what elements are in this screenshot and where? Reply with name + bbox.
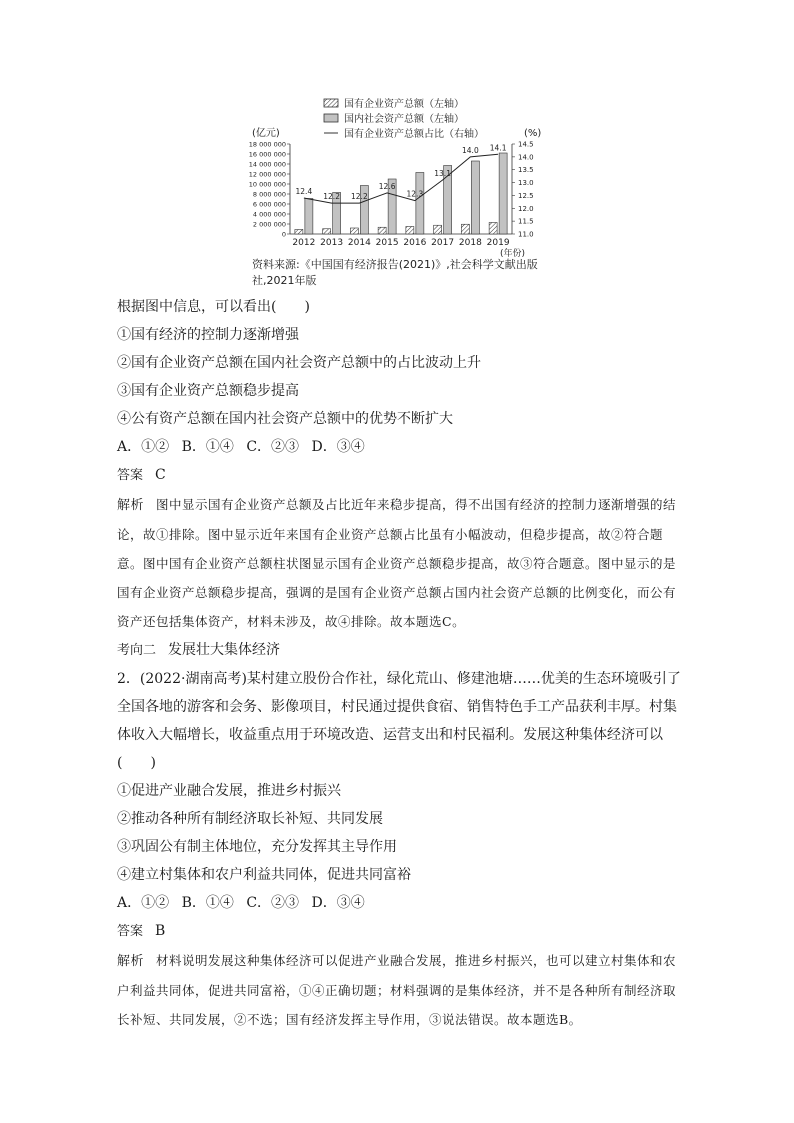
q2-analysis-label: 解析: [117, 954, 145, 969]
x-tick-label: 2012: [292, 238, 316, 248]
bar-state-assets: [323, 229, 331, 234]
left-tick-label: 14 000 000: [248, 160, 286, 169]
q1-option-d: D．③④: [311, 439, 365, 455]
q2-item-1: ①促进产业融合发展，推进乡村振兴: [117, 783, 341, 799]
q1-options: [117, 433, 683, 461]
q2-answer-label: 答案: [117, 924, 144, 939]
bar-state-assets: [295, 230, 303, 235]
q2-option-b: B．①④: [181, 895, 234, 911]
legend-swatch-hatched: [324, 99, 338, 107]
bar-state-assets: [406, 227, 414, 235]
right-tick-label: 13.0: [518, 179, 534, 188]
x-tick-label: 2019: [486, 238, 510, 248]
q2-item-4: ④建立村集体和农户利益共同体，促进共同富裕: [117, 867, 411, 883]
q1-stem: 根据图中信息，可以看出( ): [117, 299, 310, 315]
left-tick-label: 12 000 000: [248, 170, 286, 179]
x-tick-label: 2014: [347, 238, 371, 248]
bar-social-assets: [471, 161, 479, 234]
bar-social-assets: [499, 153, 507, 234]
left-tick-label: 10 000 000: [248, 180, 286, 189]
q2-option-d: D．③④: [311, 895, 365, 911]
q2-answer-value: B: [155, 923, 166, 939]
x-tick-label: 2016: [403, 238, 427, 248]
x-axis-unit: (年份): [500, 249, 526, 259]
q2-option-c: C．②③: [246, 895, 300, 911]
q2-analysis: [117, 946, 683, 1034]
q1-answer-label: 答案: [117, 468, 144, 483]
q1-item-3: ③国有企业资产总额稳步提高: [117, 383, 299, 399]
left-tick-label: 0: [281, 230, 286, 239]
q1-answer-value: C: [155, 467, 166, 483]
q1-item-4: ④公有资产总额在国内社会资产总额中的优势不断扩大: [117, 411, 453, 427]
q1-option-a: A．①②: [117, 439, 170, 455]
bar-social-assets: [305, 199, 313, 235]
q1-option-b: B．①④: [181, 439, 234, 455]
content: [117, 293, 683, 1034]
section-num: 考向二: [117, 643, 157, 658]
right-tick-label: 13.5: [518, 166, 534, 175]
q1-analysis-text: 图中显示国有企业资产总额及占比近年来稳步提高，得不出国有经济的控制力逐渐增强的结论，故①排除。图中显示近年来国有企业资产总额占比虽有小幅波动，但稳步提高，故②符合题意。图中国有企业资产总额柱状图显示国有企业资产总额稳步提高，故③符合题意。图中显示的是国有企业资产总额稳步提高，强调的是国有企业资产总额占国内社会资产总额的比例变化，而公有资产还包括集体资产，材料未涉及，故④排除。故本题选C。: [117, 497, 677, 629]
share-data-label: 14.1: [489, 143, 507, 153]
x-tick-label: 2018: [458, 238, 482, 248]
bar-state-assets: [350, 228, 358, 234]
left-tick-label: 4 000 000: [252, 210, 286, 219]
bar-social-assets: [416, 173, 424, 235]
right-tick-label: 12.5: [518, 191, 534, 200]
left-tick-label: 8 000 000: [252, 190, 286, 199]
q1-answer: [117, 461, 683, 490]
share-data-label: 14.0: [462, 145, 479, 155]
right-tick-label: 12.0: [518, 204, 534, 213]
q1-analysis: [117, 490, 683, 636]
q2-stem: 2．(2022·湖南高考)某村建立股份合作社，绿化荒山、修建池塘……优美的生态环境吸引了全国各地的游客和会务、影像项目，村民通过提供食宿、销售特色手工产品获利丰厚。村集体收入大幅增长，收益重点用于环境改造、运营支出和村民福利。发展这种集体经济可以( ): [117, 671, 681, 771]
q1-option-c: C．②③: [246, 439, 300, 455]
left-tick-label: 2 000 000: [252, 220, 286, 229]
legend-label-social-assets: 国内社会资产总额（左轴）: [344, 114, 464, 125]
right-axis-unit: (%): [524, 128, 542, 139]
right-tick-label: 11.0: [518, 230, 534, 239]
legend-label-share: 国有企业资产总额占比（右轴）: [344, 129, 484, 140]
left-tick-label: 18 000 000: [248, 140, 286, 149]
legend-swatch-gray: [324, 114, 338, 122]
legend-label-state-assets: 国有企业资产总额（左轴）: [344, 99, 464, 110]
bar-state-assets: [378, 227, 386, 234]
x-tick-label: 2013: [320, 238, 344, 248]
right-tick-label: 14.0: [518, 153, 534, 162]
share-data-label: 12.6: [378, 181, 396, 191]
bar-state-assets: [489, 223, 497, 235]
q2-analysis-text: 材料说明发展这种集体经济可以促进产业融合发展，推进乡村振兴，也可以建立村集体和农户利益共同体，促进共同富裕，①④正确切题；材料强调的是集体经济，并不是各种所有制经济取长补短、共同发展，②不选；国有经济发挥主导作用，③说法错误。故本题选B。: [117, 953, 677, 1027]
q2-item-3: ③巩固公有制主体地位，充分发挥其主导作用: [117, 839, 397, 855]
share-data-label: 12.4: [295, 187, 313, 196]
share-data-label: 13.1: [434, 169, 451, 178]
q2-option-a: A．①②: [117, 895, 170, 911]
left-tick-label: 6 000 000: [252, 200, 286, 209]
q2-options: [117, 889, 683, 917]
chart-source: 资料来源:《中国国有经济报告(2021)》,社会科学文献出版社,2021年版: [252, 258, 538, 287]
bar-state-assets: [434, 225, 442, 234]
right-tick-label: 14.5: [518, 140, 534, 149]
bar-state-assets: [461, 224, 469, 234]
share-data-label: 12.3: [406, 189, 424, 199]
share-data-label: 12.2: [323, 192, 340, 202]
q2-item-2: ②推动各种所有制经济取长补短、共同发展: [117, 811, 383, 827]
x-tick-label: 2017: [431, 238, 455, 248]
right-tick-label: 11.5: [518, 217, 534, 226]
x-tick-label: 2015: [375, 238, 399, 248]
left-tick-label: 16 000 000: [248, 150, 286, 159]
section-title: 发展壮大集体经济: [168, 642, 281, 658]
q1-item-2: ②国有企业资产总额在国内社会资产总额中的占比波动上升: [117, 355, 481, 371]
q2-answer: [117, 917, 683, 946]
section-heading: [117, 636, 683, 665]
q1-analysis-label: 解析: [117, 498, 145, 513]
share-data-label: 12.2: [351, 192, 368, 202]
left-axis-unit: (亿元): [252, 128, 280, 139]
q1-item-1: ①国有经济的控制力逐渐增强: [117, 327, 299, 343]
